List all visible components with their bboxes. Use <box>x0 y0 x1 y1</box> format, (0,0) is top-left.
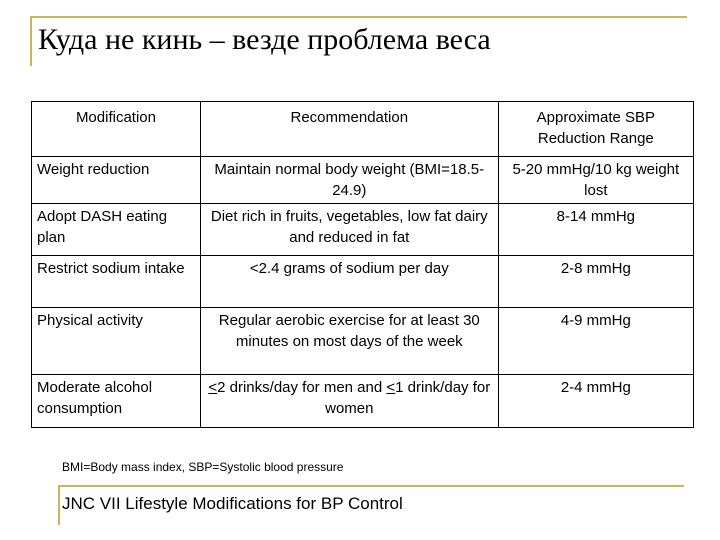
reduction-cell: 5-20 mmHg/10 kg weight lost <box>498 157 693 204</box>
recommendation-text-part: 2 drinks/day for men and <box>217 379 387 396</box>
recommendation-cell: Maintain normal body weight (BMI=18.5-24.9) <box>200 157 498 204</box>
modification-cell: Physical activity <box>32 308 201 375</box>
header-modification: Modification <box>32 102 201 157</box>
recommendation-cell: <2.4 grams of sodium per day <box>200 256 498 308</box>
less-equal-symbol: < <box>386 379 396 396</box>
modification-cell: Moderate alcohol consumption <box>32 375 201 428</box>
header-sbp-reduction: Approximate SBP Reduction Range <box>498 102 693 157</box>
reduction-cell: 8-14 mmHg <box>498 204 693 256</box>
modification-cell: Adopt DASH eating plan <box>32 204 201 256</box>
less-equal-symbol: < <box>208 379 218 396</box>
lifestyle-modifications-table <box>31 101 694 428</box>
modification-cell: Restrict sodium intake <box>32 256 201 308</box>
reduction-cell: 4-9 mmHg <box>498 308 693 375</box>
reduction-cell: 2-4 mmHg <box>498 375 693 428</box>
slide-caption: JNC VII Lifestyle Modifications for BP Control <box>62 494 403 513</box>
table-row <box>32 308 694 375</box>
recommendation-cell: Diet rich in fruits, vegetables, low fat dairy and reduced in fat <box>200 204 498 256</box>
recommendation-cell <box>200 375 498 428</box>
table-row <box>32 157 694 204</box>
table-header-row <box>32 102 694 157</box>
table-row <box>32 256 694 308</box>
table-row <box>32 204 694 256</box>
header-recommendation: Recommendation <box>200 102 498 157</box>
recommendation-cell: Regular aerobic exercise for at least 30 minutes on most days of the week <box>200 308 498 375</box>
modification-cell: Weight reduction <box>32 157 201 204</box>
reduction-cell: 2-8 mmHg <box>498 256 693 308</box>
abbreviation-footnote: BMI=Body mass index, SBP=Systolic blood pressure <box>62 460 344 474</box>
table-row <box>32 375 694 428</box>
slide-title: Куда не кинь – везде проблема веса <box>38 23 491 56</box>
caption-divider <box>58 485 684 487</box>
caption-accent-bar <box>58 485 60 525</box>
recommendation-text-part: 1 drink/day for women <box>325 379 491 417</box>
